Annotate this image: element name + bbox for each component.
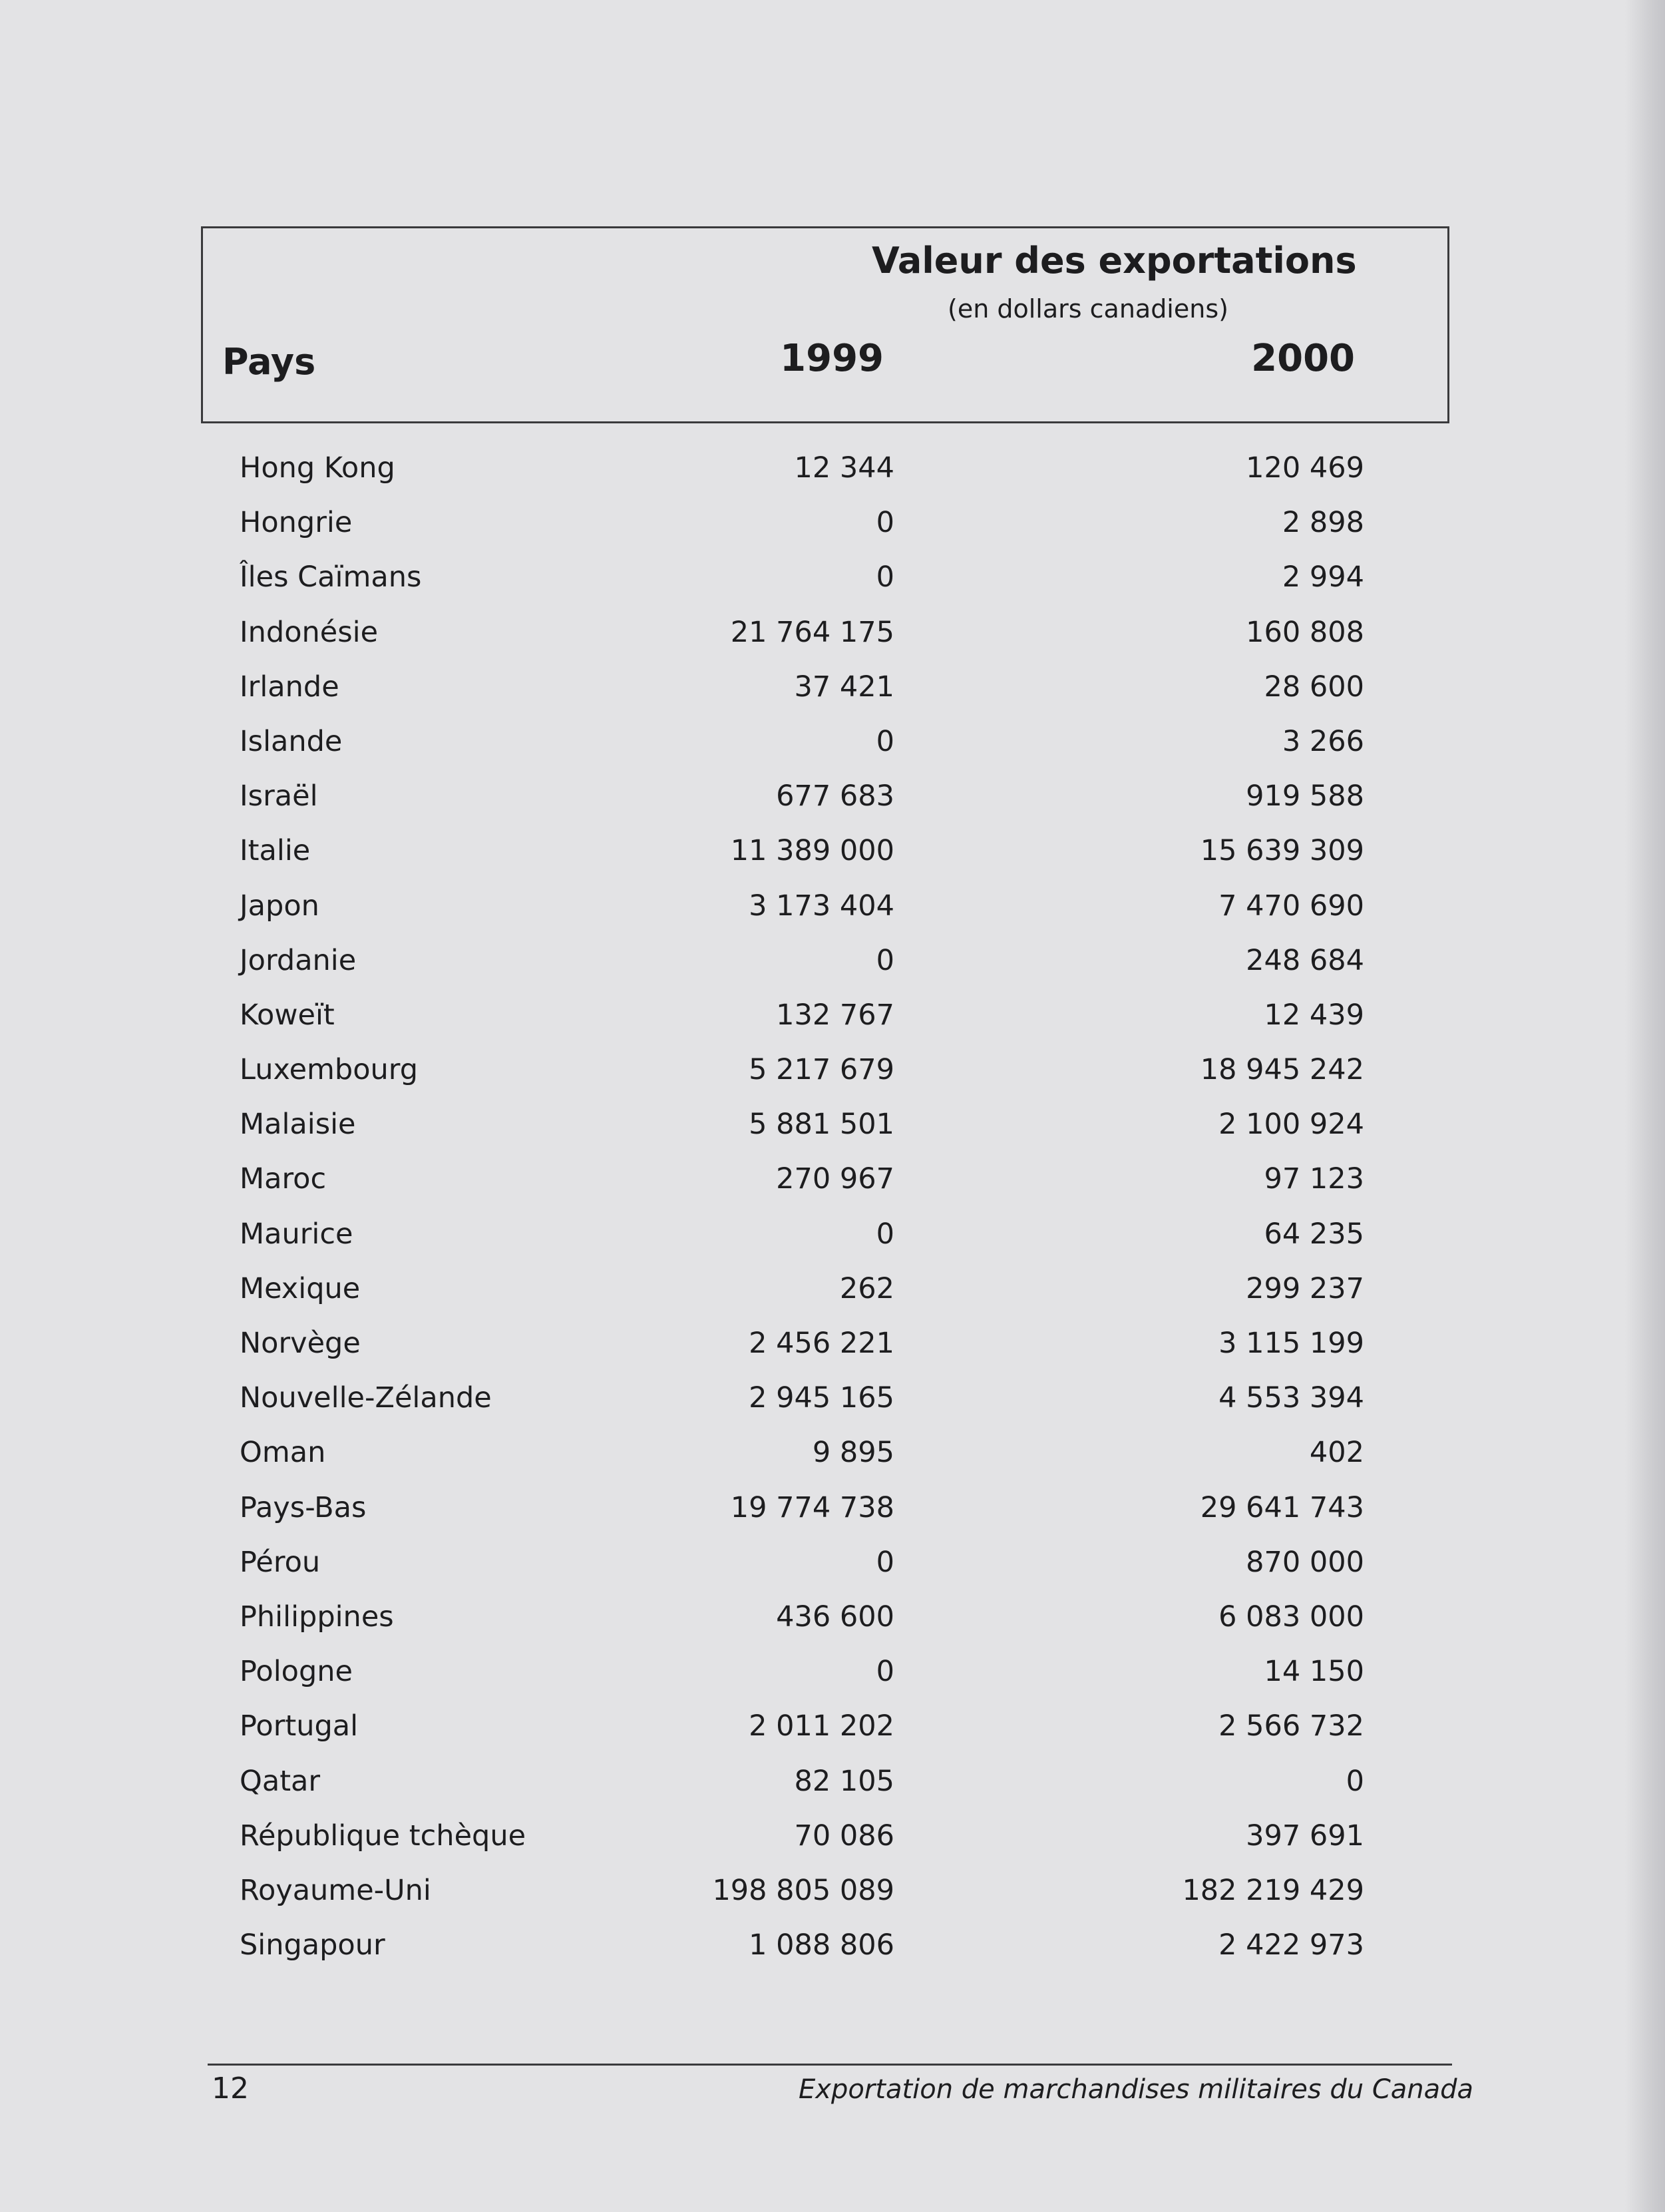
country-cell: Maurice bbox=[240, 1217, 353, 1251]
value-2000-cell: 2 566 732 bbox=[1218, 1709, 1364, 1743]
value-2000-cell: 397 691 bbox=[1246, 1819, 1364, 1853]
country-cell: Mexique bbox=[240, 1271, 361, 1305]
value-2000-cell: 15 639 309 bbox=[1200, 834, 1364, 868]
value-1999-cell: 0 bbox=[876, 506, 894, 540]
table-row bbox=[0, 1919, 1665, 1974]
value-2000-cell: 2 994 bbox=[1282, 560, 1364, 594]
value-1999-cell: 37 421 bbox=[794, 670, 894, 704]
value-2000-cell: 7 470 690 bbox=[1218, 889, 1364, 923]
table-row bbox=[0, 497, 1665, 551]
footer-divider bbox=[208, 2064, 1452, 2066]
country-cell: Koweït bbox=[240, 998, 335, 1032]
table-row bbox=[0, 1482, 1665, 1536]
table-row bbox=[0, 1044, 1665, 1098]
value-title: Valeur des exportations bbox=[872, 240, 1357, 282]
country-cell: Singapour bbox=[240, 1928, 385, 1962]
table-row bbox=[0, 1536, 1665, 1591]
value-1999-cell: 5 881 501 bbox=[749, 1108, 894, 1142]
country-cell: Oman bbox=[240, 1436, 326, 1470]
value-2000-cell: 14 150 bbox=[1264, 1655, 1364, 1689]
value-1999-cell: 12 344 bbox=[794, 451, 894, 485]
value-2000-cell: 299 237 bbox=[1246, 1271, 1364, 1305]
country-cell: Jordanie bbox=[240, 943, 357, 977]
footer-title: Exportation de marchandises militaires du Canada bbox=[799, 2074, 1474, 2105]
value-2000-cell: 97 123 bbox=[1264, 1162, 1364, 1196]
year-1999-header: 1999 bbox=[780, 337, 884, 380]
country-cell: Irlande bbox=[240, 670, 339, 704]
table-row bbox=[0, 1153, 1665, 1208]
value-2000-cell: 870 000 bbox=[1246, 1545, 1364, 1579]
value-2000-cell: 3 266 bbox=[1282, 724, 1364, 758]
table-row bbox=[0, 1810, 1665, 1865]
value-1999-cell: 0 bbox=[876, 724, 894, 758]
value-2000-cell: 4 553 394 bbox=[1218, 1381, 1364, 1415]
country-cell: Indonésie bbox=[240, 615, 379, 649]
table-row bbox=[0, 1755, 1665, 1810]
country-cell: Qatar bbox=[240, 1764, 321, 1798]
value-1999-cell: 2 011 202 bbox=[749, 1709, 894, 1743]
value-1999-cell: 270 967 bbox=[776, 1162, 894, 1196]
table-row bbox=[0, 1317, 1665, 1372]
value-2000-cell: 3 115 199 bbox=[1218, 1327, 1364, 1360]
value-1999-cell: 2 945 165 bbox=[749, 1381, 894, 1415]
country-cell: Pays-Bas bbox=[240, 1490, 367, 1524]
value-2000-cell: 6 083 000 bbox=[1218, 1600, 1364, 1634]
value-1999-cell: 198 805 089 bbox=[712, 1873, 894, 1907]
table-row bbox=[0, 770, 1665, 825]
country-cell: Philippines bbox=[240, 1600, 394, 1634]
value-2000-cell: 2 422 973 bbox=[1218, 1928, 1364, 1962]
country-cell: Luxembourg bbox=[240, 1053, 418, 1087]
table-row bbox=[0, 716, 1665, 770]
export-table-body bbox=[0, 442, 1665, 1974]
country-cell: Pologne bbox=[240, 1655, 353, 1689]
value-1999-cell: 11 389 000 bbox=[730, 834, 894, 868]
value-2000-cell: 18 945 242 bbox=[1200, 1053, 1364, 1087]
value-1999-cell: 0 bbox=[876, 1655, 894, 1689]
page-number: 12 bbox=[212, 2072, 249, 2105]
country-cell: Italie bbox=[240, 834, 311, 868]
country-cell: Maroc bbox=[240, 1162, 327, 1196]
country-cell: Royaume-Uni bbox=[240, 1873, 431, 1907]
table-row bbox=[0, 1865, 1665, 1919]
table-row bbox=[0, 989, 1665, 1044]
table-row bbox=[0, 1427, 1665, 1481]
table-row bbox=[0, 1591, 1665, 1646]
value-2000-cell: 12 439 bbox=[1264, 998, 1364, 1032]
value-1999-cell: 5 217 679 bbox=[749, 1053, 894, 1087]
value-1999-cell: 436 600 bbox=[776, 1600, 894, 1634]
value-2000-cell: 919 588 bbox=[1246, 779, 1364, 813]
country-cell: Nouvelle-Zélande bbox=[240, 1381, 492, 1415]
country-cell: Hongrie bbox=[240, 506, 353, 540]
table-row bbox=[0, 825, 1665, 879]
country-cell: Malaisie bbox=[240, 1108, 356, 1142]
table-row bbox=[0, 606, 1665, 661]
country-cell: Islande bbox=[240, 724, 343, 758]
value-1999-cell: 3 173 404 bbox=[749, 889, 894, 923]
value-2000-cell: 2 100 924 bbox=[1218, 1108, 1364, 1142]
value-2000-cell: 248 684 bbox=[1246, 943, 1364, 977]
table-row bbox=[0, 1646, 1665, 1700]
value-1999-cell: 262 bbox=[839, 1271, 894, 1305]
value-1999-cell: 0 bbox=[876, 560, 894, 594]
country-cell: République tchèque bbox=[240, 1819, 526, 1853]
value-2000-cell: 64 235 bbox=[1264, 1217, 1364, 1251]
value-2000-cell: 2 898 bbox=[1282, 506, 1364, 540]
value-2000-cell: 120 469 bbox=[1246, 451, 1364, 485]
country-cell: Pérou bbox=[240, 1545, 321, 1579]
country-column-header: Pays bbox=[222, 341, 316, 383]
table-row bbox=[0, 880, 1665, 935]
table-row bbox=[0, 442, 1665, 497]
value-1999-cell: 70 086 bbox=[794, 1819, 894, 1853]
value-2000-cell: 0 bbox=[1346, 1764, 1364, 1798]
value-1999-cell: 0 bbox=[876, 1545, 894, 1579]
table-row bbox=[0, 1263, 1665, 1317]
value-1999-cell: 677 683 bbox=[776, 779, 894, 813]
value-2000-cell: 402 bbox=[1309, 1436, 1364, 1470]
value-2000-cell: 28 600 bbox=[1264, 670, 1364, 704]
value-subtitle: (en dollars canadiens) bbox=[948, 294, 1228, 324]
table-row bbox=[0, 1098, 1665, 1153]
country-cell: Israël bbox=[240, 779, 318, 813]
value-1999-cell: 2 456 221 bbox=[749, 1327, 894, 1360]
value-1999-cell: 19 774 738 bbox=[730, 1490, 894, 1524]
country-cell: Îles Caïmans bbox=[240, 560, 422, 594]
value-1999-cell: 132 767 bbox=[776, 998, 894, 1032]
value-1999-cell: 21 764 175 bbox=[730, 615, 894, 649]
table-row bbox=[0, 1208, 1665, 1263]
value-2000-cell: 182 219 429 bbox=[1182, 1873, 1364, 1907]
country-cell: Norvège bbox=[240, 1327, 361, 1360]
value-2000-cell: 160 808 bbox=[1246, 615, 1364, 649]
country-cell: Hong Kong bbox=[240, 451, 395, 485]
value-1999-cell: 9 895 bbox=[812, 1436, 894, 1470]
value-1999-cell: 0 bbox=[876, 943, 894, 977]
value-1999-cell: 0 bbox=[876, 1217, 894, 1251]
table-row bbox=[0, 1700, 1665, 1755]
value-2000-cell: 29 641 743 bbox=[1200, 1490, 1364, 1524]
table-row bbox=[0, 1372, 1665, 1427]
country-cell: Portugal bbox=[240, 1709, 359, 1743]
value-1999-cell: 82 105 bbox=[794, 1764, 894, 1798]
table-row bbox=[0, 935, 1665, 989]
table-row bbox=[0, 551, 1665, 606]
year-2000-header: 2000 bbox=[1251, 337, 1355, 380]
value-1999-cell: 1 088 806 bbox=[749, 1928, 894, 1962]
table-row bbox=[0, 661, 1665, 716]
country-cell: Japon bbox=[240, 889, 319, 923]
